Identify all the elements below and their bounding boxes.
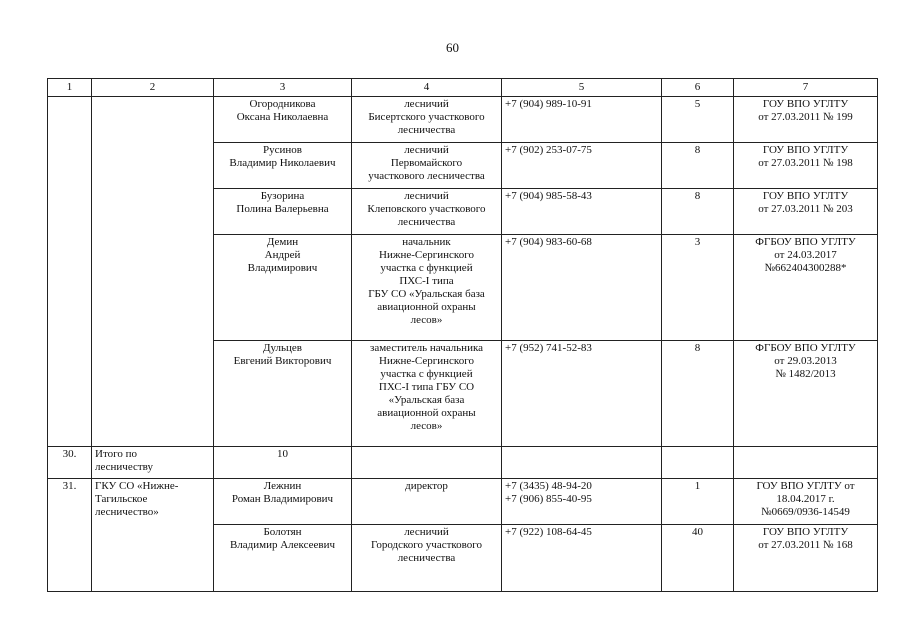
empty-cell [352,447,502,479]
count-cell: 8 [662,143,734,189]
document-cell: ГОУ ВПО УГЛТУ от 27.03.2011 № 199 [734,97,878,143]
empty-cell [502,447,662,479]
phone-cell: +7 (904) 985-58-43 [502,189,662,235]
count-cell: 5 [662,97,734,143]
subtotal-value-cell: 10 [214,447,352,479]
phone-cell: +7 (904) 983-60-68 [502,235,662,341]
document-cell: ГОУ ВПО УГЛТУ от 18.04.2017 г. №0669/0936-14549 [734,479,878,525]
position-cell: директор [352,479,502,525]
phone-cell: +7 (902) 253-07-75 [502,143,662,189]
phone-cell: +7 (922) 108-64-45 [502,525,662,592]
position-cell: заместитель начальника Нижне-Сергинского участка с функцией ПХС-I типа ГБУ СО «Уральская база авиационной охраны лесов» [352,341,502,447]
staff-table [47,78,878,592]
table-row [48,479,878,525]
document-cell: ФГБОУ ВПО УГЛТУ от 29.03.2013 № 1482/2013 [734,341,878,447]
name-cell: Демин Андрей Владимирович [214,235,352,341]
document-cell: ФГБОУ ВПО УГЛТУ от 24.03.2017 №662404300288* [734,235,878,341]
position-cell: лесничий Городского участкового лесничества [352,525,502,592]
empty-cell [734,447,878,479]
name-cell: Дульцев Евгений Викторович [214,341,352,447]
name-cell: Бузорина Полина Валерьевна [214,189,352,235]
column-header-6: 6 [662,79,734,97]
organization-cell [92,97,214,447]
empty-cell [662,447,734,479]
header-row [48,79,878,97]
column-header-1: 1 [48,79,92,97]
column-header-2: 2 [92,79,214,97]
subtotal-label-cell: Итого по лесничеству [92,447,214,479]
table-row [48,97,878,143]
phone-cell: +7 (3435) 48-94-20 +7 (906) 855-40-95 [502,479,662,525]
row-number-cell: 30. [48,447,92,479]
table-header [48,79,878,97]
position-cell: лесничий Бисертского участкового лесничества [352,97,502,143]
name-cell: Болотян Владимир Алексеевич [214,525,352,592]
position-cell: лесничий Клеповского участкового лесничества [352,189,502,235]
name-cell: Огородникова Оксана Николаевна [214,97,352,143]
row-number-cell [48,97,92,447]
name-cell: Русинов Владимир Николаевич [214,143,352,189]
column-header-3: 3 [214,79,352,97]
position-cell: лесничий Первомайского участкового лесничества [352,143,502,189]
count-cell: 8 [662,341,734,447]
document-cell: ГОУ ВПО УГЛТУ от 27.03.2011 № 198 [734,143,878,189]
count-cell: 8 [662,189,734,235]
column-header-5: 5 [502,79,662,97]
document-cell: ГОУ ВПО УГЛТУ от 27.03.2011 № 203 [734,189,878,235]
count-cell: 1 [662,479,734,525]
count-cell: 3 [662,235,734,341]
row-number-cell: 31. [48,479,92,592]
column-header-4: 4 [352,79,502,97]
page-number: 60 [446,40,459,55]
position-cell: начальник Нижне-Сергинского участка с функцией ПХС-I типа ГБУ СО «Уральская база авиационной охраны лесов» [352,235,502,341]
name-cell: Лежнин Роман Владимирович [214,479,352,525]
table-body [48,97,878,592]
column-header-7: 7 [734,79,878,97]
organization-cell: ГКУ СО «Нижне- Тагильское лесничество» [92,479,214,592]
document-cell: ГОУ ВПО УГЛТУ от 27.03.2011 № 168 [734,525,878,592]
subtotal-row [48,447,878,479]
count-cell: 40 [662,525,734,592]
phone-cell: +7 (952) 741-52-83 [502,341,662,447]
phone-cell: +7 (904) 989-10-91 [502,97,662,143]
